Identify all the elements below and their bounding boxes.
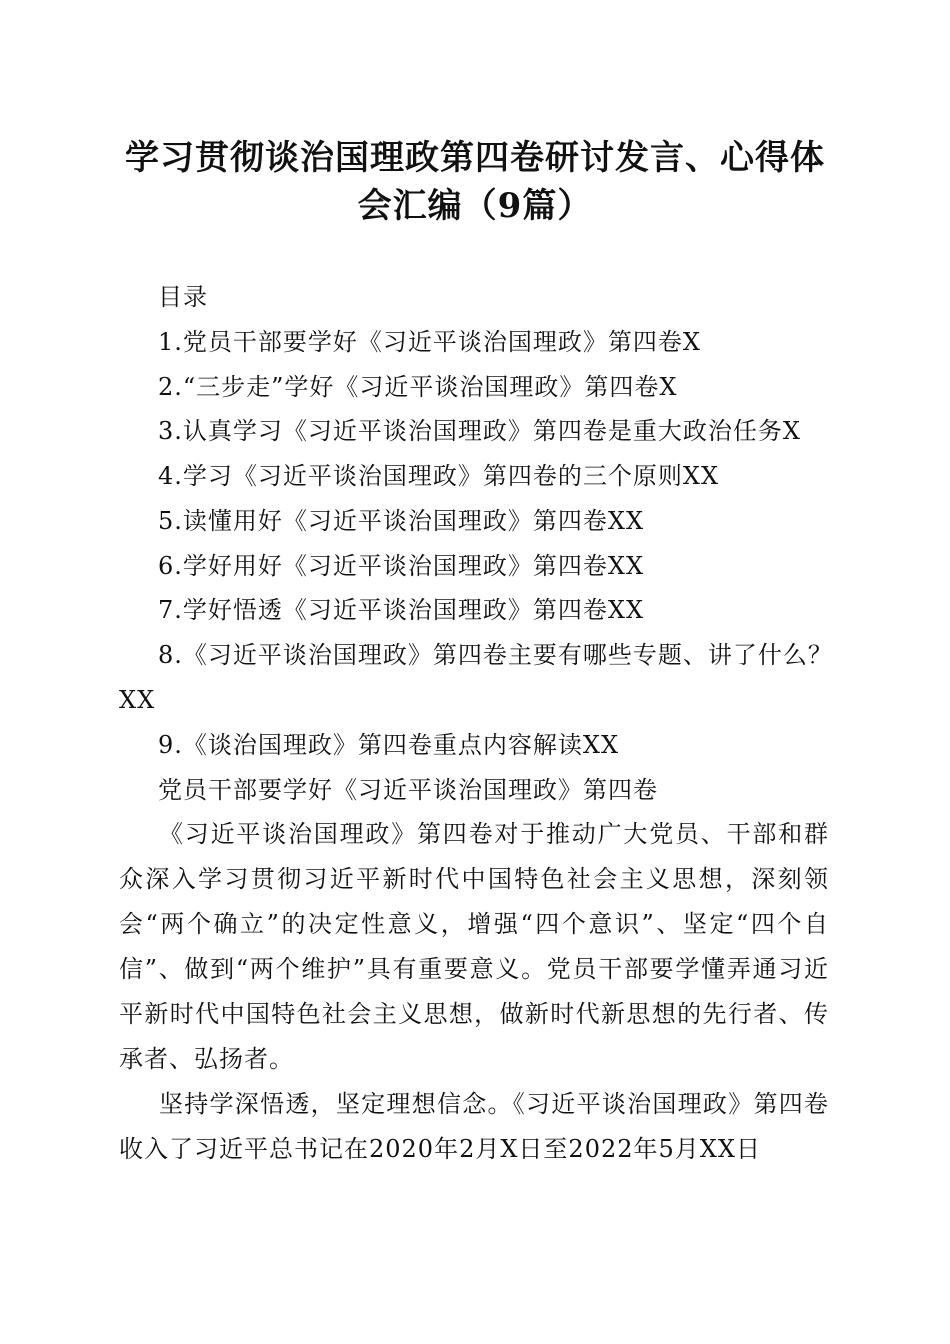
- toc-item-6: 6.学好用好《习近平谈治国理政》第四卷XX: [158, 552, 645, 580]
- toc-item-2: 2.“三步走”学好《习近平谈治国理政》第四卷X: [158, 373, 678, 401]
- toc-item-4: 4.学习《习近平谈治国理政》第四卷的三个原则XX: [158, 462, 720, 490]
- toc-item-8-continuation: XX: [119, 686, 156, 714]
- toc-item-8: 8.《习近平谈治国理政》第四卷主要有哪些专题、讲了什么？: [158, 641, 833, 669]
- document-title: [100, 134, 850, 230]
- toc-item-1: 1.党员干部要学好《习近平谈治国理政》第四卷X: [158, 328, 701, 356]
- title-line-1: 学习贯彻谈治国理政第四卷研讨发言、心得体: [125, 138, 825, 178]
- title-line-2: 会汇编（9篇）: [357, 186, 593, 226]
- toc-item-7: 7.学好悟透《习近平谈治国理政》第四卷XX: [158, 596, 645, 624]
- body-paragraph-1: 《习近平谈治国理政》第四卷对于推动广大党员、干部和群众深入学习贯彻习近平新时代中国特色社会主义思想，深刻领会“两个确立”的决定性意义，增强“四个意识”、坚定“四个自信”、做到“两个维护”具有重要意义。党员干部要学懂弄通习近平新时代中国特色社会主义思想，做新时代新思想的先行者、传承者、弘扬者。: [119, 820, 829, 1073]
- toc-item-3: 3.认真学习《习近平谈治国理政》第四卷是重大政治任务X: [158, 417, 801, 445]
- body-paragraph-2: 坚持学深悟透，坚定理想信念。《习近平谈治国理政》第四卷收入了习近平总书记在2020年2月X日至2022年5月XX日: [119, 1090, 829, 1163]
- section-heading: 党员干部要学好《习近平谈治国理政》第四卷: [158, 776, 658, 804]
- toc-heading: 目录: [158, 283, 208, 311]
- toc-item-9: 9.《谈治国理政》第四卷重点内容解读XX: [158, 731, 620, 759]
- toc-item-5: 5.读懂用好《习近平谈治国理政》第四卷XX: [158, 507, 645, 535]
